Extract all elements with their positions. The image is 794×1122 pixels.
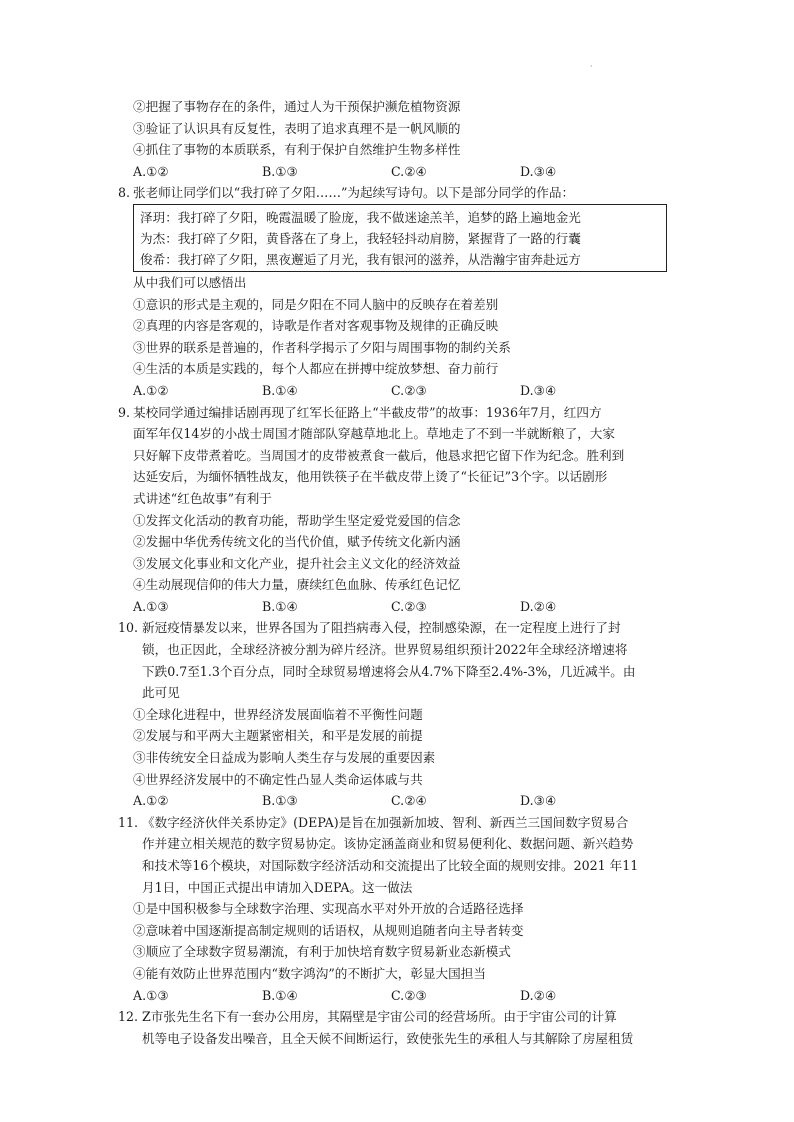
statement-item: ②发展与和平两大主题紧密相关，和平是发展的前提 <box>133 728 423 744</box>
option-d: D.③④ <box>520 163 557 179</box>
statement-item: ②真理的内容是客观的，诗歌是作者对客观事物及规律的正确反映 <box>133 318 499 334</box>
option-d: D.③④ <box>520 793 557 809</box>
statement-item: ②发掘中华优秀传统文化的当代价值，赋予传统文化新内涵 <box>133 534 461 550</box>
question-stem: 只好解下皮带煮着吃。当周国才的皮带被煮食一截后，他恳求把它留下作为纪念。胜利到 <box>133 447 625 463</box>
answer-options <box>118 596 682 618</box>
statement-item: ②把握了事物存在的条件，通过人为干预保护濒危植物资源 <box>133 99 461 114</box>
question-stem: Z市张先生名下有一套办公用房，其隔壁是宇宙公司的经营场所。由于宇宙公司的计算 <box>142 1009 617 1025</box>
question-stem: 作并建立相关规范的数字贸易协定。该协定涵盖商业和贸易便利化、数据问题、新兴趋势 <box>142 836 634 852</box>
option-b: B.①④ <box>262 987 298 1003</box>
option-b: B.①③ <box>262 793 298 809</box>
option-c: C.②③ <box>391 987 427 1003</box>
statement-item: ④生动展现信仰的伟大力量，赓续红色血脉、传承红色记忆 <box>133 577 461 593</box>
question-number: 12. <box>118 1009 139 1025</box>
question-stem: 机等电子设备发出噪音，且全天候不间断运行，致使张先生的承租人与其解除了房屋租赁 <box>142 1030 634 1046</box>
question-number: 10. <box>118 620 139 636</box>
option-d: D.②④ <box>520 598 557 614</box>
poem-line: 泽玥：我打碎了夕阳，晚霞温暖了脸庞，我不做迷途羔羊，追梦的路上遍地金光 <box>140 209 581 225</box>
statement-item: ③非传统安全日益成为影响人类生存与发展的重要因素 <box>133 750 436 766</box>
question-stem: 月1日，中国正式提出申请加入DEPA。这一做法 <box>142 879 413 895</box>
question-stem: 某校同学通过编排话剧再现了红军长征路上“半截皮带”的故事：1936年7月，红四方 <box>133 404 602 420</box>
question-stem: 式讲述“红色故事”有利于 <box>133 490 272 506</box>
question-stem: 面军年仅14岁的小战士周国才随部队穿越草地北上。草地走了不到一半就断粮了，大家 <box>133 426 615 442</box>
option-a: A.①③ <box>133 987 169 1003</box>
option-b: B.①④ <box>262 598 298 614</box>
question-stem: 锁，也正因此，全球经济被分割为碎片经济。世界贸易组织预计2022年全球经济增速将 <box>142 642 628 658</box>
question-stem: 达延安后，为缅怀牺牲战友，他用铁筷子在半截皮带上烫了“长征记”3个字。以话剧形 <box>133 469 608 485</box>
question-9 <box>118 402 682 618</box>
page-marker: · <box>590 62 593 71</box>
question-number: 11. <box>118 814 139 830</box>
statement-item: ④世界经济发展中的不确定性凸显人类命运体戚与共 <box>133 771 423 787</box>
poem-line: 为杰：我打碎了夕阳，黄昏落在了身上，我轻轻抖动肩膀，紧握背了一路的行囊 <box>140 230 581 246</box>
question-11 <box>118 812 682 1006</box>
statement-item: ④生活的本质是实践的，每个人都应在拼搏中绽放梦想、奋力前行 <box>133 361 499 377</box>
question-stem: 新冠疫情暴发以来，世界各国为了阻挡病毒入侵，控制感染源，在一定程度上进行了封 <box>142 620 621 636</box>
statement-item: ③顺应了全球数字贸易潮流，有利于加快培育数字贸易新业态新模式 <box>133 944 511 960</box>
answer-options <box>118 790 682 812</box>
option-b: B.①④ <box>262 382 298 398</box>
exam-content <box>118 96 682 1049</box>
question-8 <box>118 182 682 401</box>
question-stem: 《数字经济伙伴关系协定》(DEPA)是旨在加强新加坡、智利、新西兰三国间数字贸易合 <box>142 814 629 830</box>
answer-options <box>118 380 682 402</box>
question-stem: 和技术等16个模块，对国际数字经济活动和交流提出了比较全面的规则安排。2021 年11 <box>142 858 639 873</box>
option-a: A.①② <box>133 793 169 809</box>
question-stem: 下跌0.7至1.3个百分点，同时全球贸易增速将会从4.7%下降至2.4%-3%，几近减半。由 <box>142 663 636 679</box>
statement-item: ④能有效防止世界范围内“数字鸿沟”的不断扩大，彰显大国担当 <box>133 965 486 981</box>
statement-item: ③世界的联系是普遍的，作者科学揭示了夕阳与周围事物的制约关系 <box>133 339 511 355</box>
question-number: 8. <box>118 185 131 201</box>
question-lead: 从中我们可以感悟出 <box>133 274 247 290</box>
statement-item: ①发挥文化活动的教育功能，帮助学生坚定爱党爱国的信念 <box>133 512 461 528</box>
question-stem: 此可见 <box>142 685 180 701</box>
statement-item: ④抓住了事物的本质联系，有利于保护自然维护生物多样性 <box>133 142 461 158</box>
option-c: C.②③ <box>391 598 427 614</box>
question-7-tail <box>118 96 682 182</box>
option-a: A.①② <box>133 382 169 398</box>
question-12 <box>118 1006 682 1049</box>
question-stem: 张老师让同学们以“我打碎了夕阳……”为起续写诗句。以下是部分同学的作品： <box>133 185 575 201</box>
option-a: A.①③ <box>133 598 169 614</box>
statement-item: ①意识的形式是主观的，同是夕阳在不同人脑中的反映存在着差别 <box>133 296 499 312</box>
option-a: A.①② <box>133 163 169 179</box>
option-c: C.②④ <box>391 793 427 809</box>
question-number: 9. <box>118 404 131 420</box>
answer-options <box>118 161 682 183</box>
option-d: D.③④ <box>520 382 557 398</box>
option-c: C.②③ <box>391 382 427 398</box>
answer-options <box>118 985 682 1007</box>
option-c: C.②④ <box>391 163 427 179</box>
statement-item: ③发展文化事业和文化产业，提升社会主义文化的经济效益 <box>133 555 461 571</box>
statement-item: ①是中国积极参与全球数字治理、实现高水平对外开放的合适路径选择 <box>133 901 524 917</box>
question-10 <box>118 617 682 811</box>
option-b: B.①③ <box>262 163 298 179</box>
statement-item: ②意味着中国逐渐提高制定规则的话语权，从规则追随者向主导者转变 <box>133 922 524 938</box>
option-d: D.②④ <box>520 987 557 1003</box>
poem-line: 俊希：我打碎了夕阳，黑夜邂逅了月光，我有银河的滋养，从浩瀚宇宙奔赴远方 <box>140 251 581 267</box>
poem-box <box>133 204 667 272</box>
statement-item: ③验证了认识具有反复性，表明了追求真理不是一帆风顺的 <box>133 120 461 136</box>
statement-item: ①全球化进程中，世界经济发展面临着不平衡性问题 <box>133 706 423 722</box>
